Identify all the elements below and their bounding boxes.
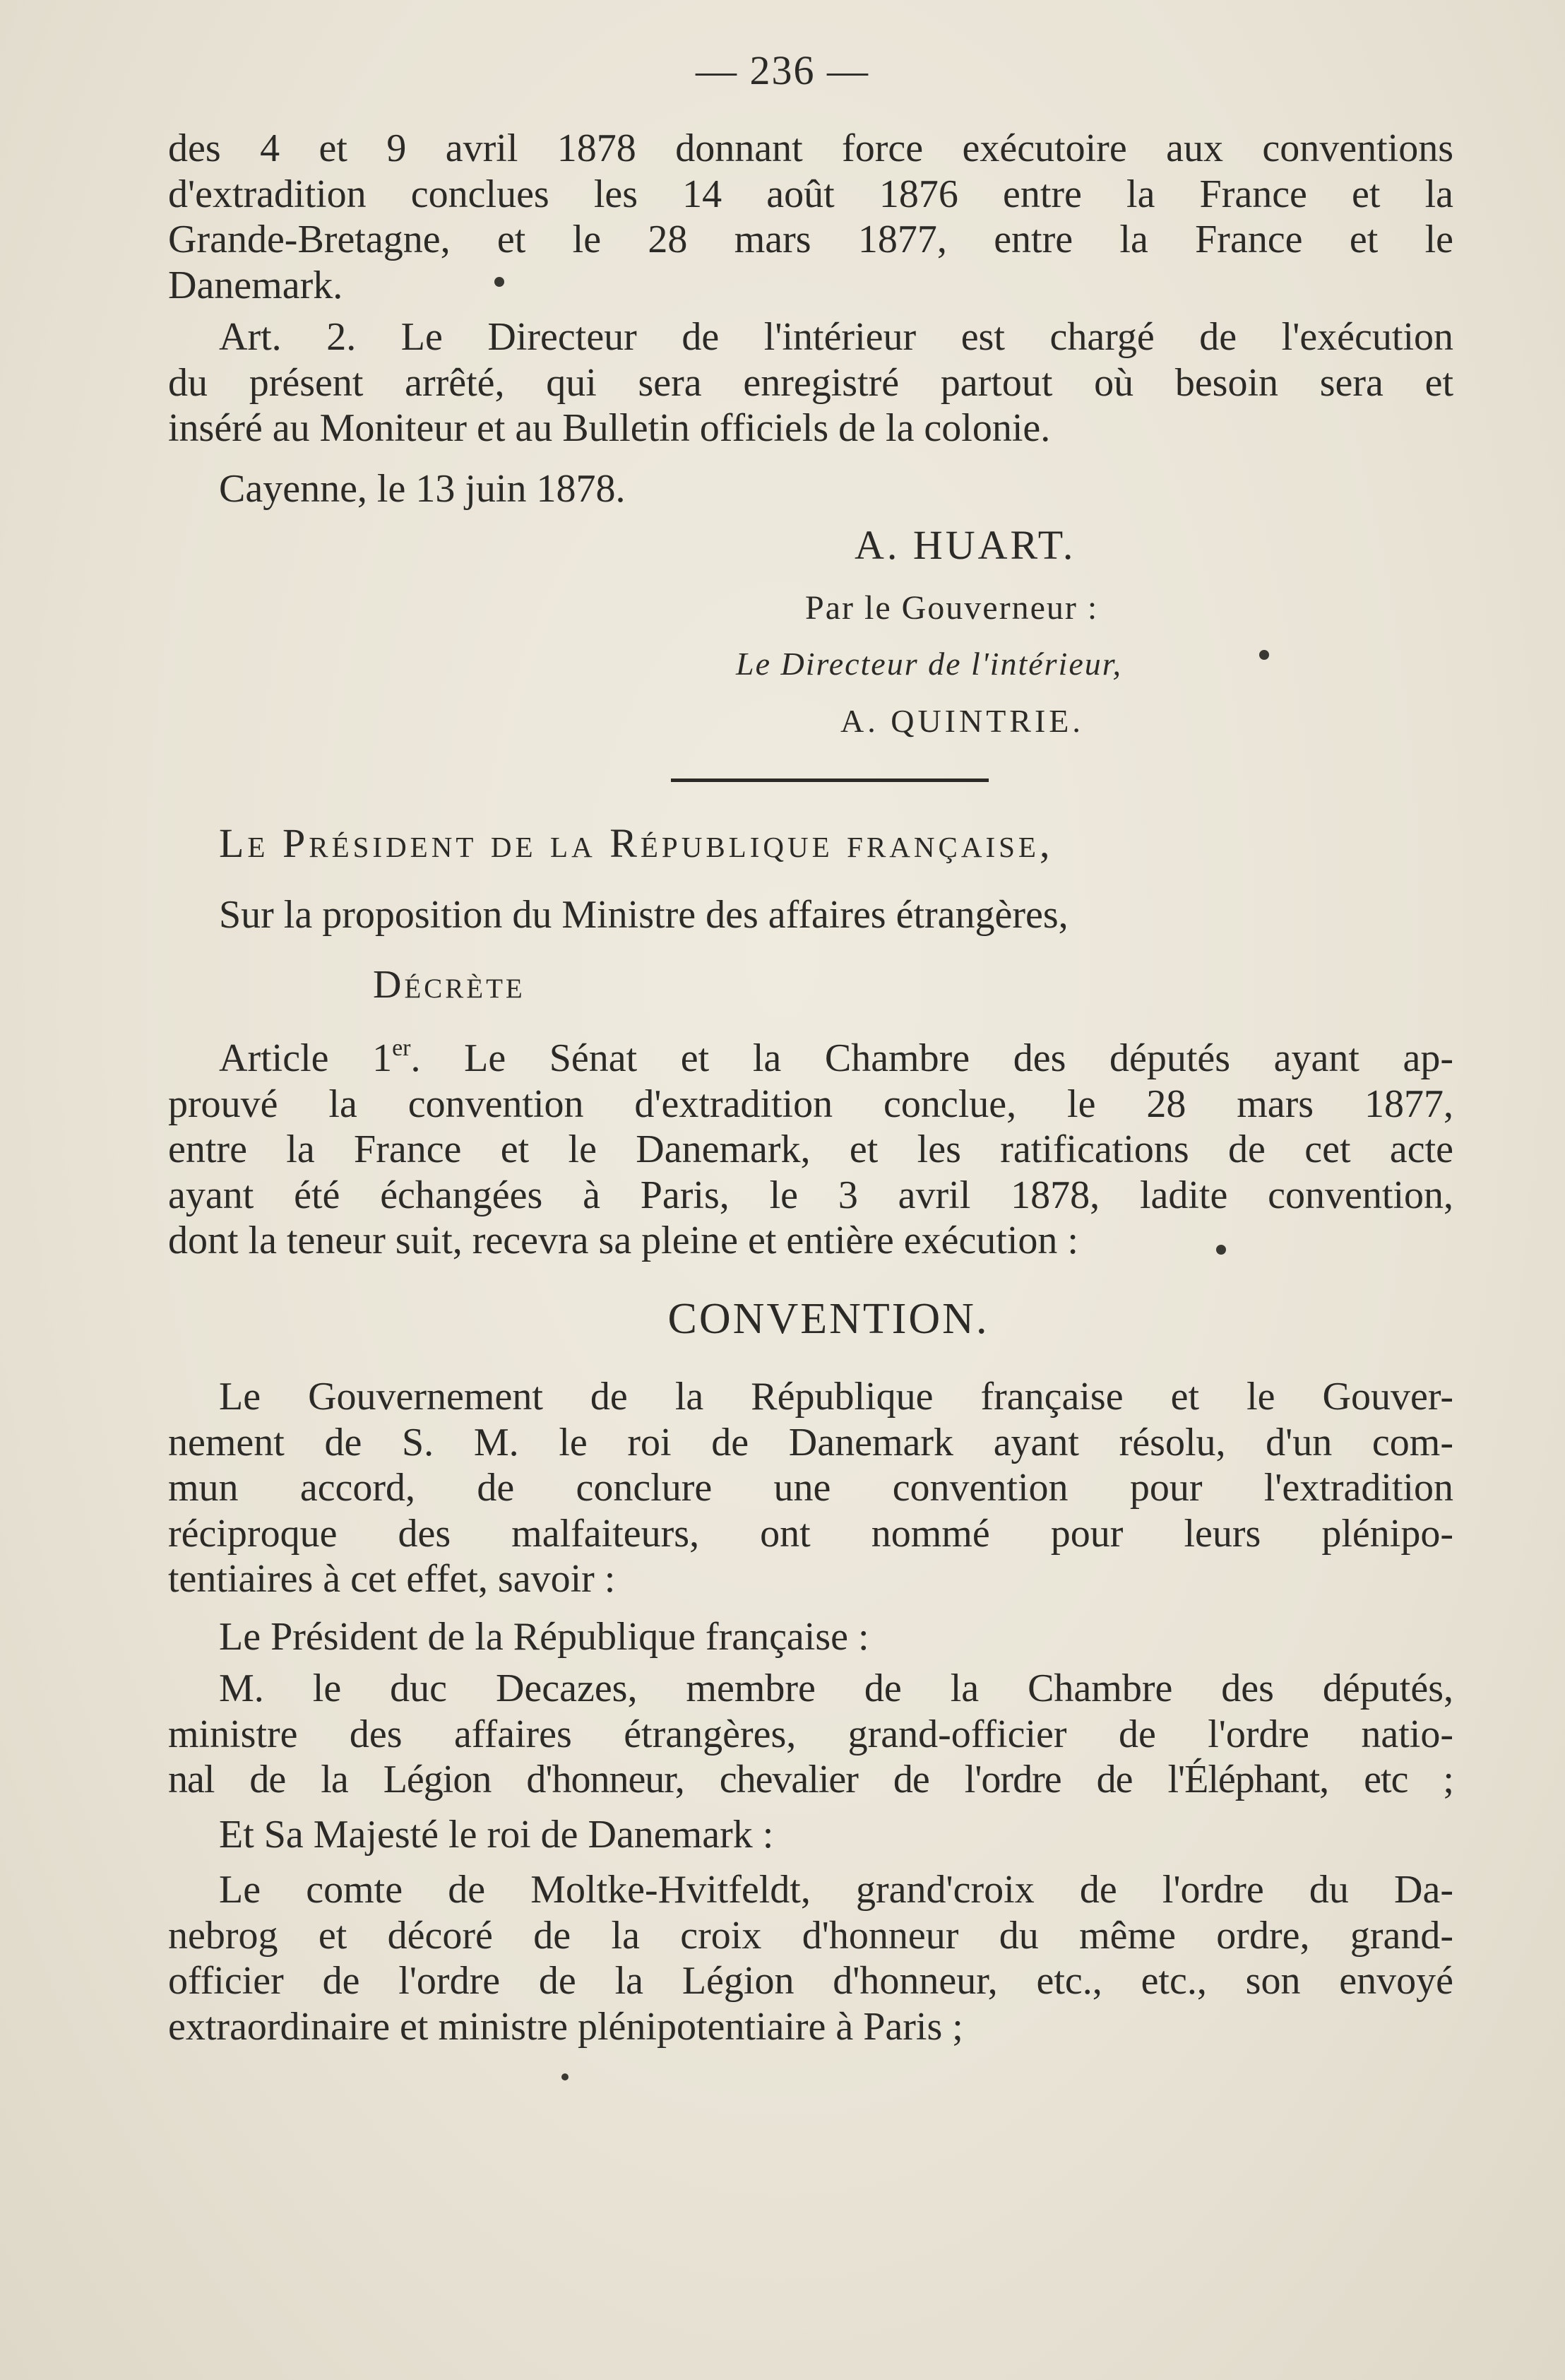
article-2 [168,314,1453,451]
decrete-label: Décrète [373,963,525,1007]
text-line: Art. 2. Le Directeur de l'intérieur est chargé de l'exécution [219,315,1453,359]
text-line: d'extradition conclues les 14 août 1876 entre la France et la [168,172,1453,216]
text-line: Grande-Bretagne, et le 28 mars 1877, entre la France et le [168,218,1453,261]
section-divider [671,778,989,782]
text-line: prouvé la convention d'extradition conclue, le 28 mars 1877, [168,1082,1453,1126]
arrete-continuation [168,126,1453,308]
text-line: Le comte de Moltke-Hvitfeldt, grand'croix de l'ordre du Da- [219,1868,1453,1912]
text-line: Le Président de la République française : [219,1615,869,1659]
convention-intro [168,1374,1453,1602]
text-line: du présent arrêté, qui sera enregistré partout où besoin sera et [168,360,1453,405]
text-line: nal de la Légion d'honneur, chevalier de l'ordre de l'Éléphant, etc ; [168,1758,1453,1801]
signature-quintrie: A. QUINTRIE. [840,703,1084,739]
text-line: nebrog et décoré de la croix d'honneur du même ordre, grand- [168,1913,1453,1958]
convention-moltke [168,1867,1453,2049]
text-line: dont la teneur suit, recevra sa pleine et entière exécution : [168,1219,1078,1262]
place-date-line: Cayenne, le 13 juin 1878. [219,467,626,511]
text-line: nement de S. M. le roi de Danemark ayant résolu, d'un com- [168,1420,1453,1464]
text-line: extraordinaire et ministre plénipotentiaire à Paris ; [168,2004,963,2049]
article-first-text: . Le Sénat et la Chambre des députés ayant ap- [410,1036,1454,1080]
ink-speck [1216,1245,1226,1255]
convention-president [168,1614,1453,1660]
text-line: des 4 et 9 avril 1878 donnant force exécutoire aux conventions [168,126,1453,170]
text-line: réciproque des malfaiteurs, ont nommé pour leurs plénipo- [168,1511,1453,1556]
decree-title: Le Président de la République française, [219,820,1054,866]
article-sup: er [392,1035,411,1061]
ink-speck [1259,650,1269,660]
signature-huart: A. HUART. [855,522,1076,568]
decree-proposition [168,892,1453,938]
convention-decazes [168,1666,1453,1803]
text-line: Le Gouvernement de la République française et le Gouver- [219,1375,1453,1419]
decree-heading [168,821,1453,867]
text-line: M. le duc Decazes, membre de la Chambre des députés, [219,1666,1453,1710]
text-line: officier de l'ordre de la Légion d'honneur, etc., etc., son envoyé [168,1959,1453,2003]
decree-decrete [168,962,1453,1008]
ink-speck [561,2073,569,2080]
page-number: — 236 — [696,47,869,93]
decree-article-1 [168,1026,1453,1264]
text-line: inséré au Moniteur et au Bulletin officiels de la colonie. [168,406,1051,450]
convention-title: CONVENTION. [667,1295,989,1343]
convention-king [168,1812,1453,1858]
text-line: Danemark. [168,263,343,307]
place-date [168,466,1453,512]
text-line: tentiaires à cet effet, savoir : [168,1557,616,1601]
text-line [168,1026,1453,1082]
text-line: ayant été échangées à Paris, le 3 avril 1878, ladite convention, [168,1173,1453,1217]
text-line: mun accord, de conclure une convention pour l'extradition [168,1466,1453,1510]
proposition-line: Sur la proposition du Ministre des affaires étrangères, [219,893,1069,937]
text-line: Et Sa Majesté le roi de Danemark : [219,1813,774,1857]
text-line: entre la France et le Danemark, et les ratifications de cet acte [168,1127,1453,1171]
convention-title-block [168,1296,1453,1342]
ink-speck [494,277,504,287]
signature-title: Le Directeur de l'intérieur, [736,646,1123,682]
article-label: Article 1 [219,1036,393,1080]
signature-par: Par le Gouverneur : [805,589,1099,627]
text-line: ministre des affaires étrangères, grand-officier de l'ordre natio- [168,1712,1453,1756]
